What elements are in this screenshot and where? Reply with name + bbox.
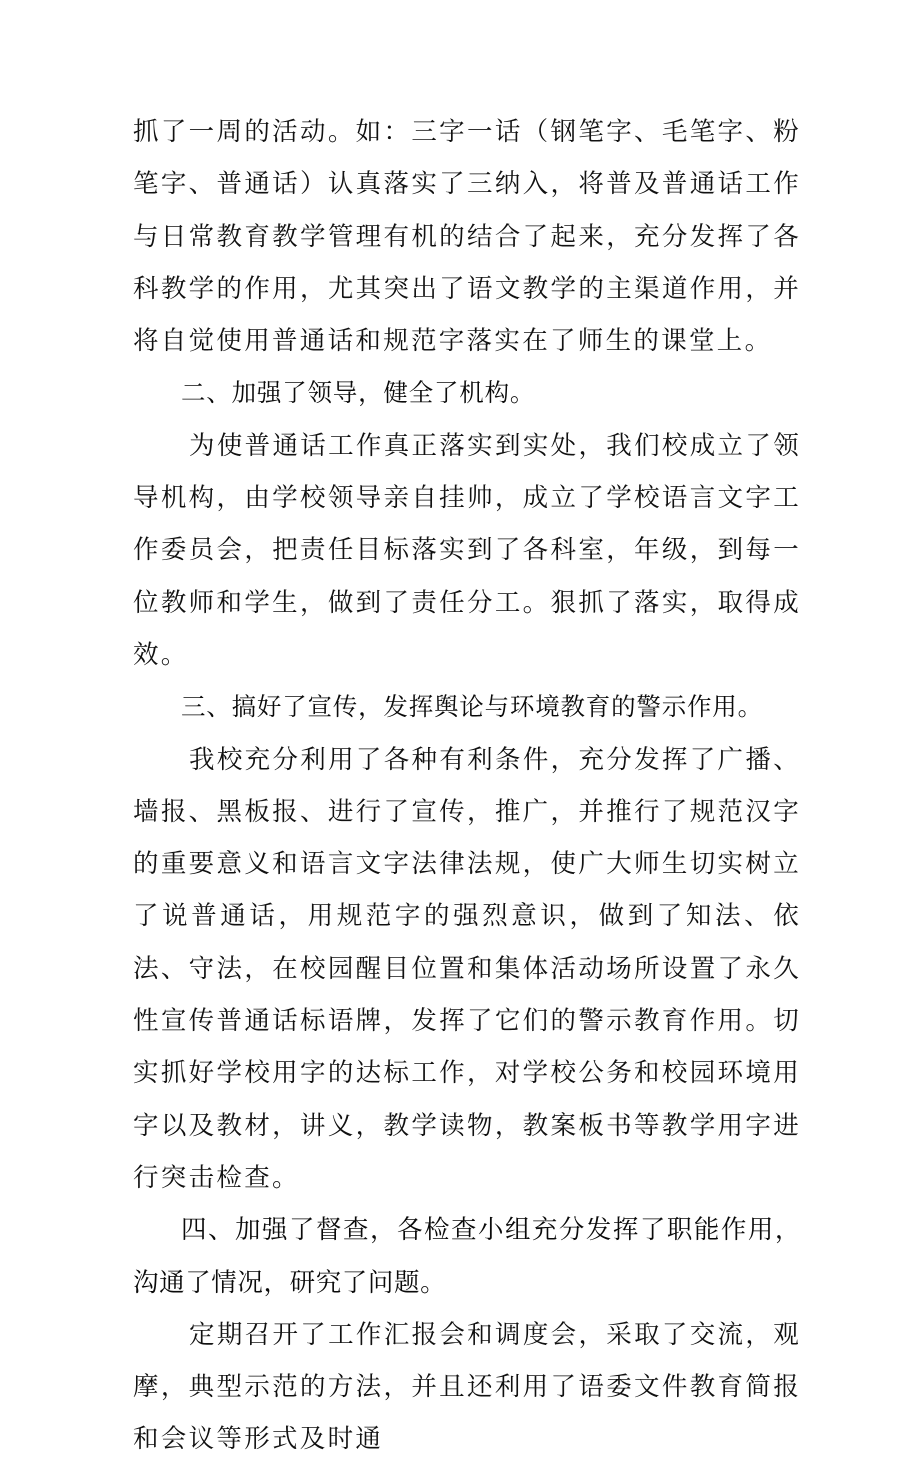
- body-paragraph: 为使普通话工作真正落实到实处，我们校成立了领导机构，由学校领导亲自挂帅，成立了学校语言文字工作委员会，把责任目标落实到了各科室，年级，到每一位教师和学生，做到了责任分工。狠抓了落实，取得成效。: [133, 430, 801, 670]
- section-heading-2: 二、加强了领导，健全了机构。: [181, 378, 536, 408]
- body-paragraph: 定期召开了工作汇报会和调度会，采取了交流，观摩，典型示范的方法，并且还利用了语委文件教育简报和会议等形式及时通: [133, 1319, 801, 1455]
- body-paragraph: 我校充分利用了各种有利条件，充分发挥了广播、墙报、黑板报、进行了宣传，推广，并推行了规范汉字的重要意义和语言文字法律法规，使广大师生切实树立了说普通话，用规范字的强烈意识，做到了知法、依法、守法，在校园醒目位置和集体活动场所设置了永久性宣传普通话标语牌，发挥了它们的警示教育作用。切实抓好学校用字的达标工作，对学校公务和校园环境用字以及教材，讲义，教学读物，教案板书等教学用字进行突击检查。: [133, 744, 801, 1193]
- section-heading-4: 四、加强了督查，各检查小组充分发挥了职能作用，沟通了情况，研究了问题。: [133, 1215, 801, 1298]
- section-heading-3: 三、搞好了宣传，发挥舆论与环境教育的警示作用。: [181, 692, 763, 722]
- document-page: [133, 106, 801, 1466]
- body-paragraph-continued: 抓了一周的活动。如：三字一话（钢笔字、毛笔字、粉笔字、普通话）认真落实了三纳入，将普及普通话工作与日常教育教学管理有机的结合了起来，充分发挥了各科教学的作用，尤其突出了语文教学的主渠道作用，并将自觉使用普通话和规范字落实在了师生的课堂上。: [133, 117, 801, 357]
